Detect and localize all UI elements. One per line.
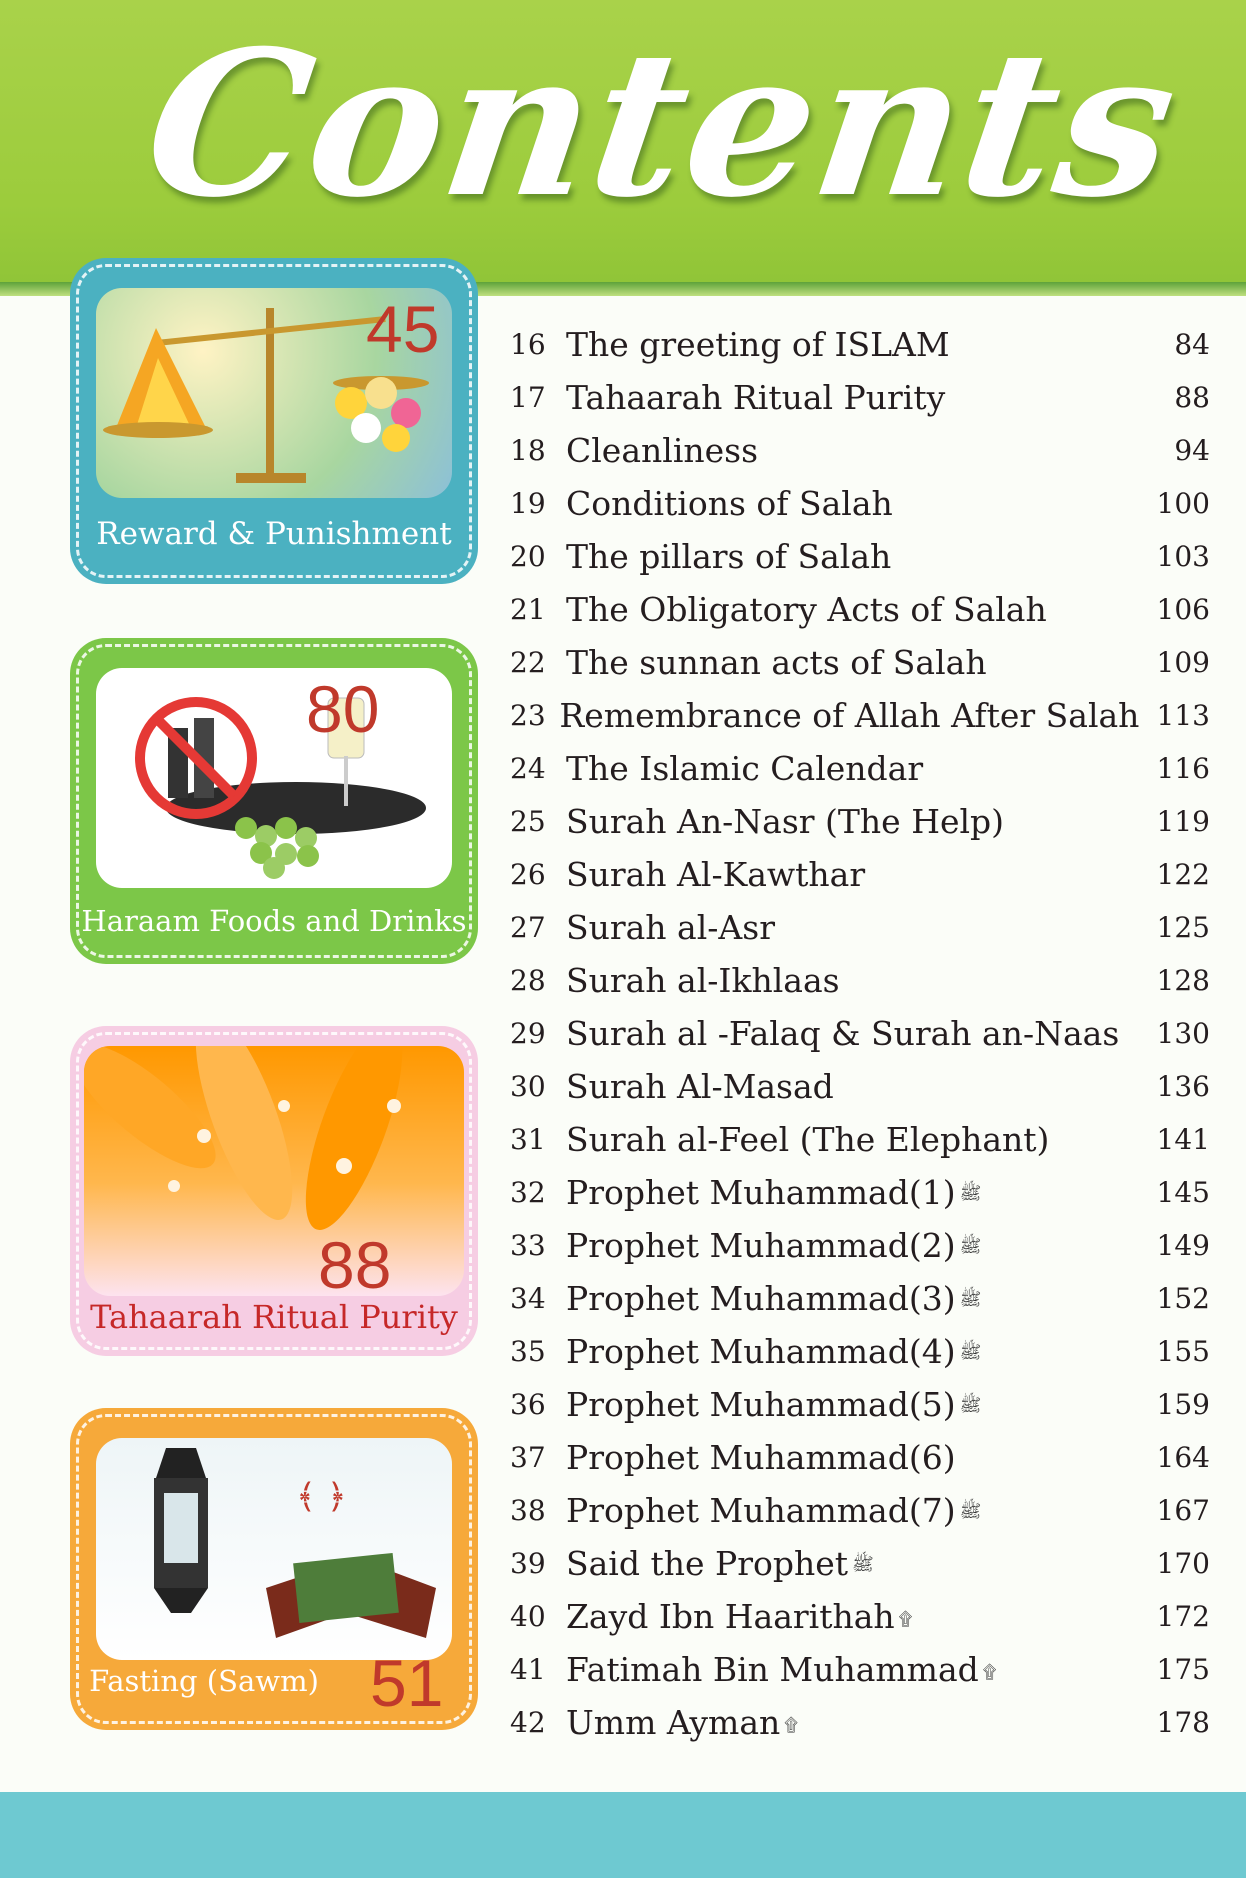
lesson-title: Conditions of Salah [566, 484, 893, 523]
card-haraam-foods[interactable] [70, 638, 478, 964]
page-number: 170 [1156, 1547, 1210, 1580]
toc-row[interactable] [510, 689, 1210, 742]
lesson-title: Surah al -Falaq & Surah an-Naas [566, 1014, 1120, 1053]
honorific-icon: ﷺ [852, 1554, 874, 1575]
toc-row[interactable] [510, 530, 1210, 583]
toc-row[interactable] [510, 1007, 1210, 1060]
page-title: Contents [133, 7, 1191, 242]
lesson-number: 22 [510, 646, 546, 679]
lesson-title: Surah al-Ikhlaas [566, 961, 840, 1000]
lantern-quran-icon [96, 1438, 452, 1660]
toc-row[interactable] [510, 1696, 1210, 1749]
toc-row[interactable] [510, 1378, 1210, 1431]
page-number: 167 [1156, 1494, 1210, 1527]
lesson-number: 36 [510, 1388, 546, 1421]
lesson-number: 28 [510, 964, 546, 997]
lesson-title: The Obligatory Acts of Salah [566, 590, 1047, 629]
card-page-number: 51 [370, 1646, 444, 1720]
lesson-title: Fatimah Bin Muhammad ۩ [566, 1650, 997, 1689]
lesson-title: Said the Prophet ﷺ [566, 1544, 874, 1583]
toc-row[interactable] [510, 477, 1210, 530]
honorific-icon: ۩ [982, 1661, 997, 1683]
page-number: 84 [1174, 328, 1210, 361]
lesson-title: Prophet Muhammad ﷺ(5) [566, 1385, 982, 1424]
page-number: 136 [1156, 1070, 1210, 1103]
lesson-number: 16 [510, 328, 546, 361]
toc-row[interactable] [510, 1643, 1210, 1696]
honorific-icon: ۩ [898, 1608, 913, 1630]
honorific-icon: ﷺ [959, 1236, 982, 1257]
flower-image [84, 1046, 464, 1302]
lesson-number: 27 [510, 911, 546, 944]
lesson-title: Tahaarah Ritual Purity [566, 378, 946, 417]
page-number: 109 [1156, 646, 1210, 679]
card-tahaarah[interactable] [70, 1026, 478, 1356]
lesson-title: Surah al-Asr [566, 908, 775, 947]
lesson-number: 42 [510, 1706, 546, 1739]
card-label: Reward & Punishment [96, 516, 452, 552]
lesson-title: The sunnan acts of Salah [566, 643, 987, 682]
lesson-number: 39 [510, 1547, 546, 1580]
lesson-title: Prophet Muhammad ﷺ(4) [566, 1332, 982, 1371]
footer-band [0, 1792, 1246, 1878]
page-number: 172 [1156, 1600, 1210, 1633]
lesson-number: 37 [510, 1441, 546, 1474]
card-label: Tahaarah Ritual Purity [90, 1298, 458, 1336]
lantern-image [96, 1438, 452, 1660]
lesson-number: 34 [510, 1282, 546, 1315]
lesson-title: The pillars of Salah [566, 537, 892, 576]
honorific-icon: ﷺ [959, 1501, 982, 1522]
toc-row[interactable] [510, 1537, 1210, 1590]
card-reward-punishment[interactable] [70, 258, 478, 584]
lesson-title: The greeting of ISLAM [566, 325, 950, 364]
lesson-number: 17 [510, 381, 546, 414]
honorific-icon: ﷺ [959, 1395, 982, 1416]
page-number: 94 [1174, 434, 1210, 467]
lesson-title: Cleanliness [566, 431, 759, 470]
lesson-number: 20 [510, 540, 546, 573]
lesson-title: Prophet Muhammad ﷺ(7) [566, 1491, 982, 1530]
lesson-number: 23 [510, 699, 546, 732]
page-number: 119 [1156, 805, 1210, 838]
page-number: 122 [1156, 858, 1210, 891]
page-number: 155 [1156, 1335, 1210, 1368]
toc-row[interactable] [510, 1484, 1210, 1537]
honorific-icon: ﷺ [959, 1289, 982, 1310]
lesson-title: Zayd Ibn Haarithah ۩ [566, 1597, 913, 1636]
page-number: 178 [1156, 1706, 1210, 1739]
lesson-title: Surah An-Nasr (The Help) [566, 802, 1005, 841]
card-page-number: 80 [306, 672, 380, 746]
lesson-title: The Islamic Calendar [566, 749, 924, 788]
lesson-number: 38 [510, 1494, 546, 1527]
lesson-number: 32 [510, 1176, 546, 1209]
page-number: 128 [1156, 964, 1210, 997]
page-number: 130 [1156, 1017, 1210, 1050]
lesson-number: 33 [510, 1229, 546, 1262]
page-number: 152 [1156, 1282, 1210, 1315]
lesson-number: 41 [510, 1653, 546, 1686]
lesson-title: Prophet Muhammad ﷺ(3) [566, 1279, 982, 1318]
page-number: 164 [1156, 1441, 1210, 1474]
flower-icon [84, 1046, 464, 1302]
lesson-title: Surah Al-Masad [566, 1067, 834, 1106]
page-number: 103 [1156, 540, 1210, 573]
lesson-title: Prophet Muhammad(6) [566, 1438, 956, 1477]
page-number: 106 [1156, 593, 1210, 626]
lesson-number: 19 [510, 487, 546, 520]
lesson-number: 29 [510, 1017, 546, 1050]
toc-row[interactable] [510, 742, 1210, 795]
page-number: 125 [1156, 911, 1210, 944]
lesson-title: Surah Al-Kawthar [566, 855, 866, 894]
page-number: 113 [1156, 699, 1210, 732]
card-page-number: 45 [366, 292, 440, 366]
toc-row[interactable] [510, 1325, 1210, 1378]
lesson-title: Surah al-Feel (The Elephant) [566, 1120, 1050, 1159]
page-number: 149 [1156, 1229, 1210, 1262]
lesson-title: Prophet Muhammad ﷺ(1) [566, 1173, 982, 1212]
card-fasting[interactable] [70, 1408, 478, 1730]
toc-row[interactable] [510, 636, 1210, 689]
lesson-number: 21 [510, 593, 546, 626]
toc-row[interactable] [510, 954, 1210, 1007]
card-page-number: 88 [318, 1228, 392, 1302]
toc-row[interactable] [510, 848, 1210, 901]
toc-row[interactable] [510, 795, 1210, 848]
lesson-number: 24 [510, 752, 546, 785]
page-number: 88 [1174, 381, 1210, 414]
wine-image [96, 668, 452, 888]
toc-row[interactable] [510, 901, 1210, 954]
page-number: 159 [1156, 1388, 1210, 1421]
lesson-number: 35 [510, 1335, 546, 1368]
toc-row[interactable] [510, 1060, 1210, 1113]
calligraphy-decoration: ﴾ ﴿ [296, 1477, 347, 1517]
toc-row[interactable] [510, 1219, 1210, 1272]
toc-row[interactable] [510, 583, 1210, 636]
honorific-icon: ﷺ [959, 1342, 982, 1363]
toc-row[interactable] [510, 1166, 1210, 1219]
page-number: 116 [1156, 752, 1210, 785]
lesson-number: 31 [510, 1123, 546, 1156]
toc-row[interactable] [510, 1590, 1210, 1643]
toc-row[interactable] [510, 424, 1210, 477]
card-label: Haraam Foods and Drinks [81, 904, 467, 938]
lesson-title: Prophet Muhammad ﷺ(2) [566, 1226, 982, 1265]
lesson-title: Remembrance of Allah After Salah [559, 696, 1140, 735]
lesson-number: 40 [510, 1600, 546, 1633]
contents-list [510, 318, 1210, 1749]
page-number: 141 [1156, 1123, 1210, 1156]
toc-row[interactable] [510, 318, 1210, 371]
lesson-number: 25 [510, 805, 546, 838]
lesson-number: 26 [510, 858, 546, 891]
toc-row[interactable] [510, 1272, 1210, 1325]
toc-row[interactable] [510, 1113, 1210, 1166]
honorific-icon: ۩ [784, 1714, 798, 1736]
lesson-title: Umm Ayman ۩ [566, 1703, 798, 1742]
no-alcohol-icon [96, 668, 452, 888]
toc-row[interactable] [510, 1431, 1210, 1484]
page-number: 100 [1156, 487, 1210, 520]
honorific-icon: ﷺ [959, 1183, 982, 1204]
page-number: 145 [1156, 1176, 1210, 1209]
lesson-number: 30 [510, 1070, 546, 1103]
card-label: Fasting (Sawm) [89, 1664, 319, 1698]
lesson-number: 18 [510, 434, 546, 467]
page-number: 175 [1156, 1653, 1210, 1686]
toc-row[interactable] [510, 371, 1210, 424]
